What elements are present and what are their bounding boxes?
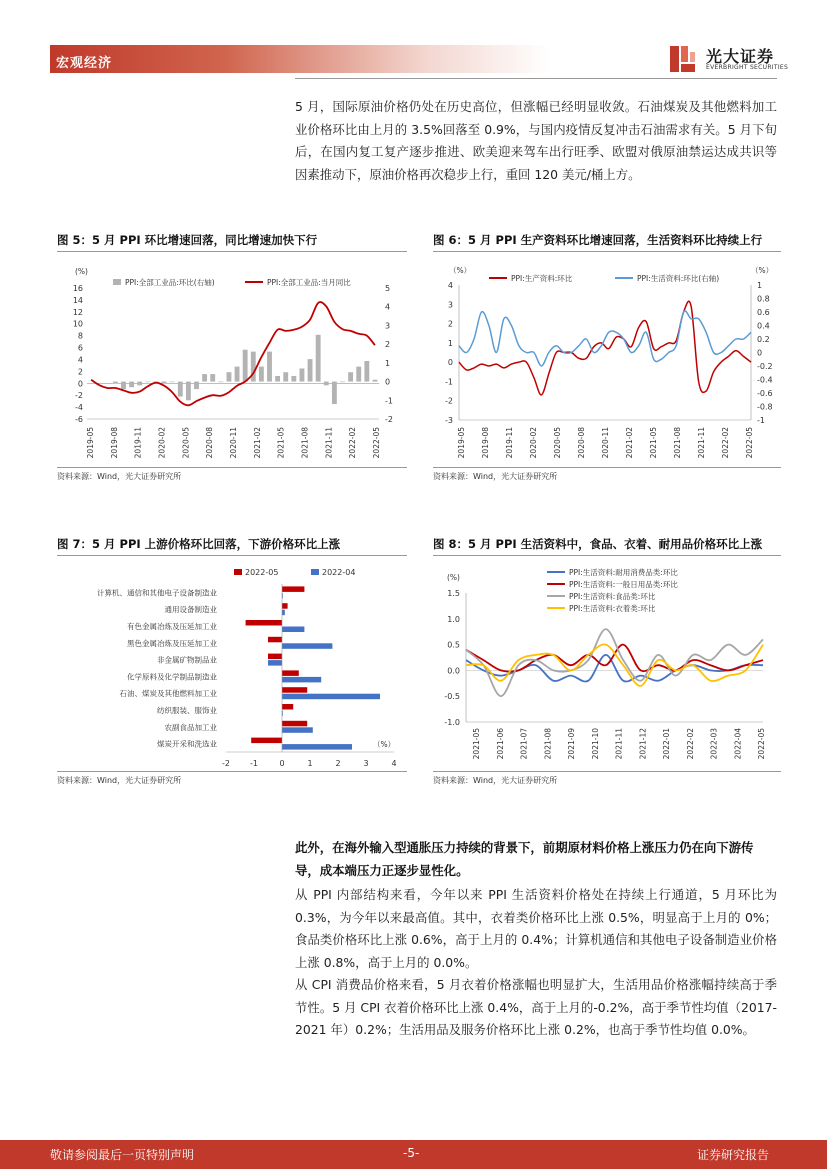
fig5-bar <box>113 382 118 384</box>
fig8-x-tick: 2021-09 <box>567 728 576 760</box>
fig6-y-tick-right: -0.2 <box>757 362 773 371</box>
fig5-y-tick-right: 0 <box>385 377 391 387</box>
fig5-y-tick-left: -2 <box>75 391 83 401</box>
fig5-bar <box>324 382 329 386</box>
fig5-y-tick-left: 12 <box>72 307 83 317</box>
fig8-legend-label-3: PPI:生活资料:衣着类:环比 <box>569 604 656 613</box>
fig5-y-tick-right: 5 <box>385 284 391 293</box>
fig6-title: 图 6：5 月 PPI 生产资料环比增速回落，生活资料环比持续上行 <box>433 233 763 247</box>
fig7-category-label: 非金属矿物制品业 <box>157 655 217 665</box>
fig6-x-tick: 2021-05 <box>649 427 658 459</box>
fig5-bar <box>251 352 256 382</box>
fig5-bar <box>340 382 345 383</box>
fig7-x-tick: -2 <box>222 759 230 768</box>
fig5-y-tick-left: 8 <box>77 331 83 341</box>
fig8-title: 图 8：5 月 PPI 生活资料中，食品、衣着、耐用品价格环比上涨 <box>433 537 763 551</box>
fig7-bar-2022-05 <box>246 620 282 626</box>
fig7-bar-2022-05 <box>282 670 299 676</box>
fig7-bar-2022-05 <box>251 738 282 744</box>
fig7-title: 图 7：5 月 PPI 上游价格环比回落，下游价格环比上涨 <box>57 537 341 551</box>
fig6-title-rule <box>433 251 781 252</box>
fig8-x-tick: 2022-04 <box>733 728 743 760</box>
header-band <box>50 45 550 73</box>
intro-paragraph: 5 月，国际原油价格仍处在历史高位，但涨幅已经明显收敛。石油煤炭及其他燃料加工业价格环比由上月的 3.5%回落至 0.9%，与国内疫情反复冲击石油需求有关。5 月下旬后，在国内复工复产逐步推进、欧美迎来驾车出行旺季、欧盟对俄原油禁运达成共识等因素推动下，原油价格再次稳步上行，重回 120 美元/桶上方。 <box>295 99 777 182</box>
fig8-y-tick: 0.5 <box>447 640 460 650</box>
fig8-x-tick: 2021-08 <box>543 728 553 760</box>
fig5-title: 图 5：5 月 PPI 环比增速回落，同比增速加快下行 <box>57 233 318 247</box>
fig7-bar-2022-04 <box>282 677 321 683</box>
fig6-legend-label-production: PPI:生产资料:环比 <box>511 274 573 283</box>
fig5-bar <box>227 372 232 381</box>
fig6-y-tick-right: 1 <box>757 281 763 290</box>
fig5-bar <box>259 367 264 382</box>
fig5-bar <box>210 374 215 381</box>
fig8-x-tick: 2021-10 <box>590 728 600 760</box>
footer-disclaimer: 敬请参阅最后一页特别声明 <box>50 1148 195 1162</box>
fig6-y-tick-left: 0 <box>447 358 453 368</box>
fig6-bottom-rule <box>433 467 781 468</box>
fig6-y-tick-left: -1 <box>445 377 453 387</box>
section-title: 宏观经济 <box>56 56 113 71</box>
fig6-y-tick-left: 4 <box>447 281 453 290</box>
fig7-title-rule <box>57 555 407 556</box>
fig7-category-label: 农副食品加工业 <box>164 722 217 732</box>
fig8-line-2 <box>466 629 763 696</box>
fig5-x-tick: 2021-05 <box>276 427 286 459</box>
fig7-chart <box>57 560 407 770</box>
fig5-bar <box>162 382 167 384</box>
fig7-bar-2022-05 <box>282 687 307 693</box>
fig6-left-unit: （%） <box>449 266 472 275</box>
fig6-x-tick: 2019-11 <box>505 427 514 459</box>
fig8-legend-label-1: PPI:生活资料:一般日用品类:环比 <box>569 580 678 589</box>
fig5-source: 资料来源：Wind，光大证券研究所 <box>57 472 182 481</box>
fig5-y-tick-left: 2 <box>77 367 83 377</box>
fig5-y-tick-right: -2 <box>385 415 393 424</box>
everbright-logo-icon <box>668 44 698 74</box>
fig7-category-label: 煤炭开采和洗选业 <box>157 739 217 749</box>
fig5-y-tick-left: 4 <box>77 355 83 365</box>
fig7-x-tick: 4 <box>391 759 397 768</box>
fig5-y-tick-right: 3 <box>385 321 391 331</box>
fig5-bar <box>356 367 361 382</box>
fig5-chart <box>57 255 407 465</box>
fig5-legend-swatch-bar <box>113 279 121 285</box>
fig8-y-tick: 1.5 <box>447 589 460 598</box>
fig5-y-tick-left: 6 <box>77 343 83 353</box>
fig8-x-tick: 2021-06 <box>495 728 505 760</box>
fig5-bar <box>348 372 353 381</box>
fig7-source: 资料来源：Wind，光大证券研究所 <box>57 776 182 785</box>
fig6-right-unit: （%） <box>751 266 774 275</box>
fig6-x-tick: 2021-02 <box>625 427 634 459</box>
fig5-bar <box>178 382 183 397</box>
fig7-bar-2022-04 <box>268 660 282 666</box>
fig5-y-tick-left: -4 <box>75 403 83 413</box>
fig5-x-tick: 2021-02 <box>252 427 262 459</box>
fig5-bar <box>283 372 288 381</box>
fig7-category-label: 纺织服装、服饰业 <box>157 706 217 715</box>
fig6-x-tick: 2021-08 <box>673 427 682 459</box>
fig7-bar-2022-04 <box>282 643 332 649</box>
fig5-y-tick-right: 4 <box>385 302 391 312</box>
fig8-source: 资料来源：Wind，光大证券研究所 <box>433 776 558 785</box>
logo-text: 光大证券 <box>706 47 775 66</box>
fig6-y-tick-right: -0.8 <box>757 402 773 412</box>
fig7-category-label: 有色金属冶炼及压延加工业 <box>127 622 217 631</box>
fig8-legend-label-2: PPI:生活资料:食品类:环比 <box>569 592 656 601</box>
fig6-x-tick: 2019-05 <box>457 427 466 459</box>
fig6-x-tick: 2021-11 <box>697 427 706 459</box>
fig6-x-tick: 2022-02 <box>721 427 730 459</box>
fig5-bar <box>275 376 280 382</box>
fig6-x-tick: 2019-08 <box>481 427 490 459</box>
fig5-y-tick-left: 10 <box>72 319 83 329</box>
header-rule <box>295 78 777 79</box>
fig7-category-label: 黑色金属冶炼及压延加工业 <box>127 638 217 648</box>
fig5-bar <box>137 382 142 386</box>
fig7-legend-swatch-2022-04 <box>311 569 319 575</box>
fig7-x-tick: -1 <box>250 759 258 768</box>
fig6-y-tick-right: 0 <box>757 348 763 358</box>
fig8-x-tick: 2022-02 <box>685 728 695 760</box>
fig7-legend-label-2022-05: 2022-05 <box>245 568 279 577</box>
fig6-y-tick-right: 0.2 <box>757 335 770 344</box>
fig5-bar <box>186 382 191 401</box>
fig8-y-tick: 0.0 <box>447 666 460 676</box>
fig6-y-tick-left: -2 <box>445 396 453 406</box>
fig5-bar <box>267 352 272 382</box>
footer-report-type: 证券研究报告 <box>697 1148 770 1162</box>
fig5-y-tick-right: 1 <box>385 358 391 368</box>
fig7-category-label: 计算机、通信和其他电子设备制造业 <box>97 588 217 598</box>
fig6-y-tick-right: 0.6 <box>757 308 770 317</box>
fig7-x-tick: 1 <box>307 759 313 768</box>
footer-page-number: -5- <box>403 1146 420 1160</box>
fig7-bar-2022-04 <box>282 694 380 700</box>
fig7-legend-swatch-2022-05 <box>234 569 242 575</box>
fig7-x-tick: 0 <box>279 759 285 768</box>
fig5-bar <box>218 382 223 383</box>
fig8-y-tick: -1.0 <box>444 718 460 727</box>
fig6-y-tick-left: 1 <box>447 338 453 348</box>
fig8-legend-label-0: PPI:生活资料:耐用消费品类:环比 <box>569 568 678 577</box>
fig5-bar <box>243 350 248 382</box>
fig6-source: 资料来源：Wind，光大证券研究所 <box>433 472 558 481</box>
paragraph-2: 从 PPI 内部结构来看，今年以来 PPI 生活资料价格处在持续上行通道，5 月环比为 0.3%，为今年以来最高值。其中，衣着类价格环比上涨 0.5%，明显高于上月的 0%；食品类价格环比上涨 0.6%，高于上月的 0.4%；计算机通信和其他电子设备制造业价格上涨 0.8%，高于上月的 0.0%。 <box>295 887 777 970</box>
fig6-line-production <box>459 301 751 395</box>
fig8-title-rule <box>433 555 781 556</box>
fig7-bar-2022-05 <box>268 637 282 643</box>
fig8-chart <box>433 560 781 770</box>
fig5-bottom-rule <box>57 467 407 468</box>
bold-lead: 此外，在海外输入型通胀压力持续的背景下，前期原材料价格上涨压力仍在向下游传导，成本端压力正逐步显性化。 <box>295 840 754 878</box>
fig7-bar-2022-05 <box>282 721 307 727</box>
fig5-bar <box>121 382 126 389</box>
fig5-bar <box>332 382 337 404</box>
fig7-bar-2022-05 <box>282 704 293 710</box>
fig5-y-tick-left: -6 <box>75 415 83 424</box>
fig5-y-tick-left: 16 <box>72 284 83 293</box>
fig8-unit: (%) <box>447 573 460 582</box>
fig8-x-tick: 2021-05 <box>472 728 481 760</box>
fig6-y-tick-left: 2 <box>447 319 453 329</box>
fig5-legend-label-line: PPI:全部工业品:当月同比 <box>267 278 351 287</box>
fig8-x-tick: 2022-03 <box>709 728 719 760</box>
fig5-bar <box>373 380 378 382</box>
fig5-x-tick: 2019-05 <box>86 427 95 459</box>
fig5-y-tick-right: 2 <box>385 340 391 350</box>
fig6-x-tick: 2022-05 <box>745 427 754 459</box>
logo-subtext: EVERBRIGHT SECURITIES <box>706 64 789 71</box>
fig5-bar <box>202 374 207 381</box>
fig5-bar <box>308 359 313 381</box>
fig7-bar-2022-05 <box>268 654 282 660</box>
fig5-x-tick: 2020-08 <box>205 427 215 459</box>
fig6-x-tick: 2020-08 <box>577 427 586 459</box>
fig7-bar-2022-04 <box>282 610 285 616</box>
fig5-x-tick: 2021-08 <box>300 427 310 459</box>
fig5-title-rule <box>57 251 407 252</box>
fig5-y-tick-right: -1 <box>385 396 393 406</box>
fig6-y-tick-left: -3 <box>445 416 453 425</box>
fig5-bar <box>316 335 321 382</box>
fig7-bar-2022-04 <box>282 627 304 633</box>
fig6-x-tick: 2020-11 <box>601 427 610 459</box>
fig5-x-tick: 2019-11 <box>133 427 143 459</box>
fig5-bar <box>170 382 175 383</box>
fig6-y-tick-right: -0.6 <box>757 389 773 398</box>
fig6-y-tick-right: -1 <box>757 416 765 425</box>
fig6-y-tick-right: 0.4 <box>757 321 770 331</box>
fig7-bar-2022-04 <box>282 727 313 733</box>
fig8-y-tick: 1.0 <box>447 614 460 624</box>
fig7-category-label: 通用设备制造业 <box>164 605 217 615</box>
fig7-bar-2022-05 <box>282 586 304 592</box>
fig8-x-tick: 2022-01 <box>662 728 671 760</box>
fig5-x-tick: 2020-02 <box>157 427 167 459</box>
fig5-x-tick: 2022-05 <box>372 427 381 459</box>
fig8-x-tick: 2021-12 <box>638 728 648 760</box>
fig6-x-tick: 2020-05 <box>553 427 562 459</box>
fig5-left-unit: (%) <box>75 267 88 276</box>
fig5-x-tick: 2019-08 <box>109 427 119 459</box>
fig5-bar <box>145 382 150 383</box>
fig5-x-tick: 2021-11 <box>324 427 334 459</box>
fig5-y-tick-left: 14 <box>72 295 83 305</box>
fig5-bar <box>129 382 134 388</box>
fig7-x-tick: 3 <box>363 759 369 768</box>
fig5-legend-label-bar: PPI:全部工业品:环比(右轴) <box>125 278 215 287</box>
fig6-y-tick-left: 3 <box>447 300 453 310</box>
fig5-bar <box>194 382 199 389</box>
fig7-unit: （%） <box>373 740 396 749</box>
fig5-bar <box>364 361 369 382</box>
fig7-category-label: 化学原料及化学制品制造业 <box>127 672 217 682</box>
fig6-chart <box>433 255 781 465</box>
fig5-bar <box>300 368 305 381</box>
fig7-category-label: 石油、煤炭及其他燃料加工业 <box>119 689 217 699</box>
fig8-x-tick: 2021-11 <box>614 728 624 760</box>
fig7-bar-2022-05 <box>282 603 288 609</box>
fig8-x-tick: 2021-07 <box>519 728 529 760</box>
fig5-x-tick: 2020-11 <box>229 427 238 459</box>
paragraph-3: 从 CPI 消费品价格来看，5 月衣着价格涨幅也明显扩大，生活用品价格涨幅持续高于季节性。5 月 CPI 衣着价格环比上涨 0.4%，高于上月的-0.2%，高于季节性均值（2017-2021 年）0.2%；生活用品及服务价格环比上涨 0.2%，也高于季节性均值 0.0%。 <box>295 977 777 1037</box>
fig6-y-tick-right: -0.4 <box>757 375 773 385</box>
fig7-x-tick: 2 <box>335 759 341 768</box>
fig6-y-tick-right: 0.8 <box>757 294 770 304</box>
fig7-bottom-rule <box>57 771 407 772</box>
fig5-x-tick: 2022-02 <box>348 427 358 459</box>
fig6-line-living <box>459 311 751 366</box>
fig8-y-tick: -0.5 <box>444 692 460 702</box>
fig8-bottom-rule <box>433 771 781 772</box>
fig6-x-tick: 2020-02 <box>529 427 538 459</box>
fig5-bar <box>291 376 296 382</box>
fig5-bar <box>235 367 240 382</box>
fig6-legend-label-living: PPI:生活资料:环比(右轴) <box>637 274 720 283</box>
fig7-bar-2022-04 <box>282 744 352 750</box>
fig7-legend-label-2022-04: 2022-04 <box>322 568 356 577</box>
fig5-y-tick-left: 0 <box>77 379 83 389</box>
fig8-x-tick: 2022-05 <box>757 728 766 760</box>
fig5-x-tick: 2020-05 <box>181 427 191 459</box>
